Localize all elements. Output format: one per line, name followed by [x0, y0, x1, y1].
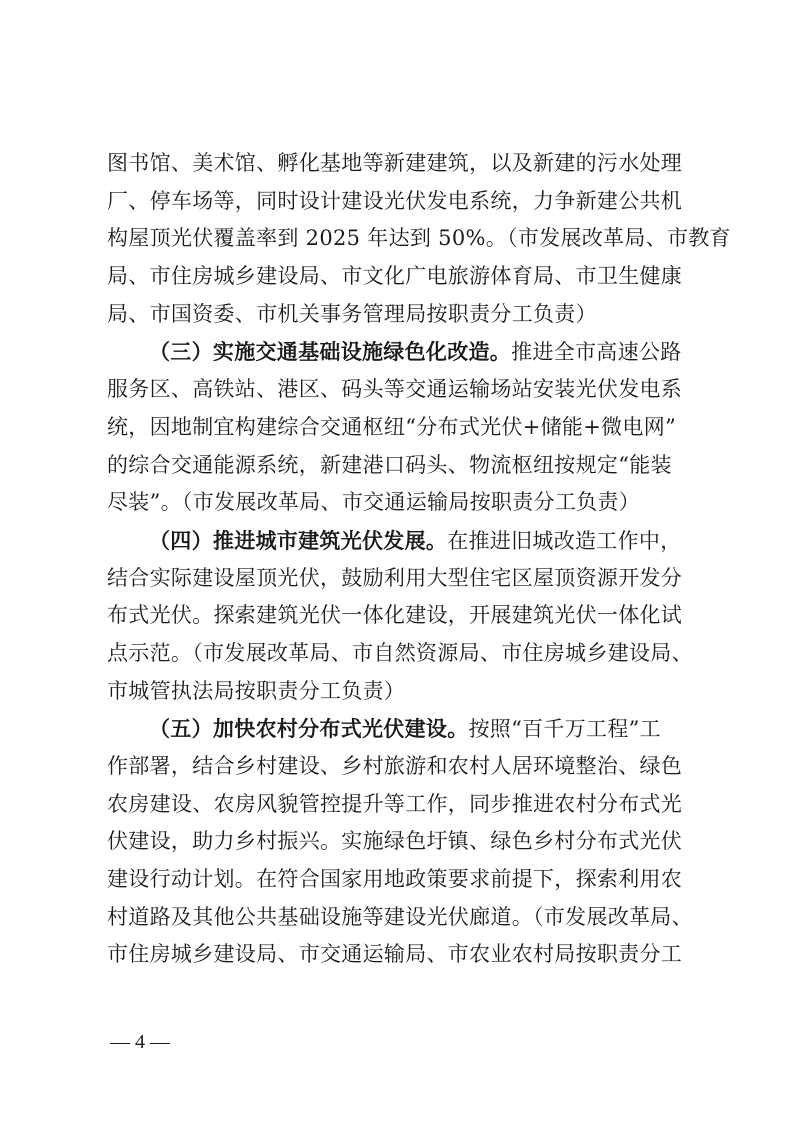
- section-four-line: [107, 522, 692, 560]
- text-line: 局、市住房城乡建设局、市文化广电旅游体育局、市卫生健康: [107, 264, 683, 289]
- text-line: 伏建设，助力乡村振兴。实施绿色圩镇、绿色乡村分布式光伏: [107, 829, 683, 854]
- text-line: 布式光伏。探索建筑光伏一体化建设，开展建筑光伏一体化试: [107, 603, 683, 628]
- section-four-heading: （四）推进城市建筑光伏发展。: [149, 527, 448, 553]
- text-line: 市城管执法局按职责分工负责）: [107, 678, 406, 703]
- text-line: 服务区、高铁站、港区、码头等交通运输场站安装光伏发电系: [107, 377, 683, 402]
- text-line: 尽装”。（市发展改革局、市交通运输局按职责分工负责）: [107, 490, 641, 515]
- text-line: 统，因地制宜构建综合交通枢纽“分布式光伏+储能+微电网”: [107, 414, 677, 439]
- text-line: 点示范。（市发展改革局、市自然资源局、市住房城乡建设局、: [107, 640, 693, 665]
- body-text: [107, 145, 731, 974]
- text-line: 市住房城乡建设局、市交通运输局、市农业农村局按职责分工: [107, 942, 683, 967]
- section-three-text: 推进全市高速公路: [511, 340, 682, 365]
- text-line: 局、市国资委、市机关事务管理局按职责分工负责）: [107, 301, 597, 326]
- page-number: — 4 —: [110, 1031, 170, 1053]
- text-line: 厂、停车场等，同时设计建设光伏发电系统，力争新建公共机: [107, 188, 683, 213]
- section-five-line: [107, 710, 692, 748]
- section-five-text: 按照“百千万工程”工: [468, 717, 661, 742]
- section-four-text: 在推进旧城改造工作中，: [447, 528, 682, 553]
- section-three-line: [107, 333, 692, 371]
- text-line: 图书馆、美术馆、孵化基地等新建建筑，以及新建的污水处理: [107, 151, 683, 175]
- text-line: 结合实际建设屋顶光伏，鼓励利用大型住宅区屋顶资源开发分: [107, 565, 683, 590]
- section-five-heading: （五）加快农村分布式光伏建设。: [149, 716, 469, 742]
- text-line: 构屋顶光伏覆盖率到 2025 年达到 50%。（市发展改革局、市教育: [107, 226, 731, 251]
- text-line: 建设行动计划。在符合国家用地政策要求前提下，探索利用农: [107, 867, 683, 892]
- text-line: 作部署，结合乡村建设、乡村旅游和农村人居环境整治、绿色: [107, 754, 683, 778]
- text-line: 村道路及其他公共基础设施等建设光伏廊道。（市发展改革局、: [107, 904, 693, 929]
- section-three-heading: （三）实施交通基础设施绿色化改造。: [149, 339, 512, 365]
- text-line: 农房建设、农房风貌管控提升等工作，同步推进农村分布式光: [107, 791, 683, 816]
- text-line: 的综合交通能源系统，新建港口码头、物流枢纽按规定“能装: [107, 452, 672, 477]
